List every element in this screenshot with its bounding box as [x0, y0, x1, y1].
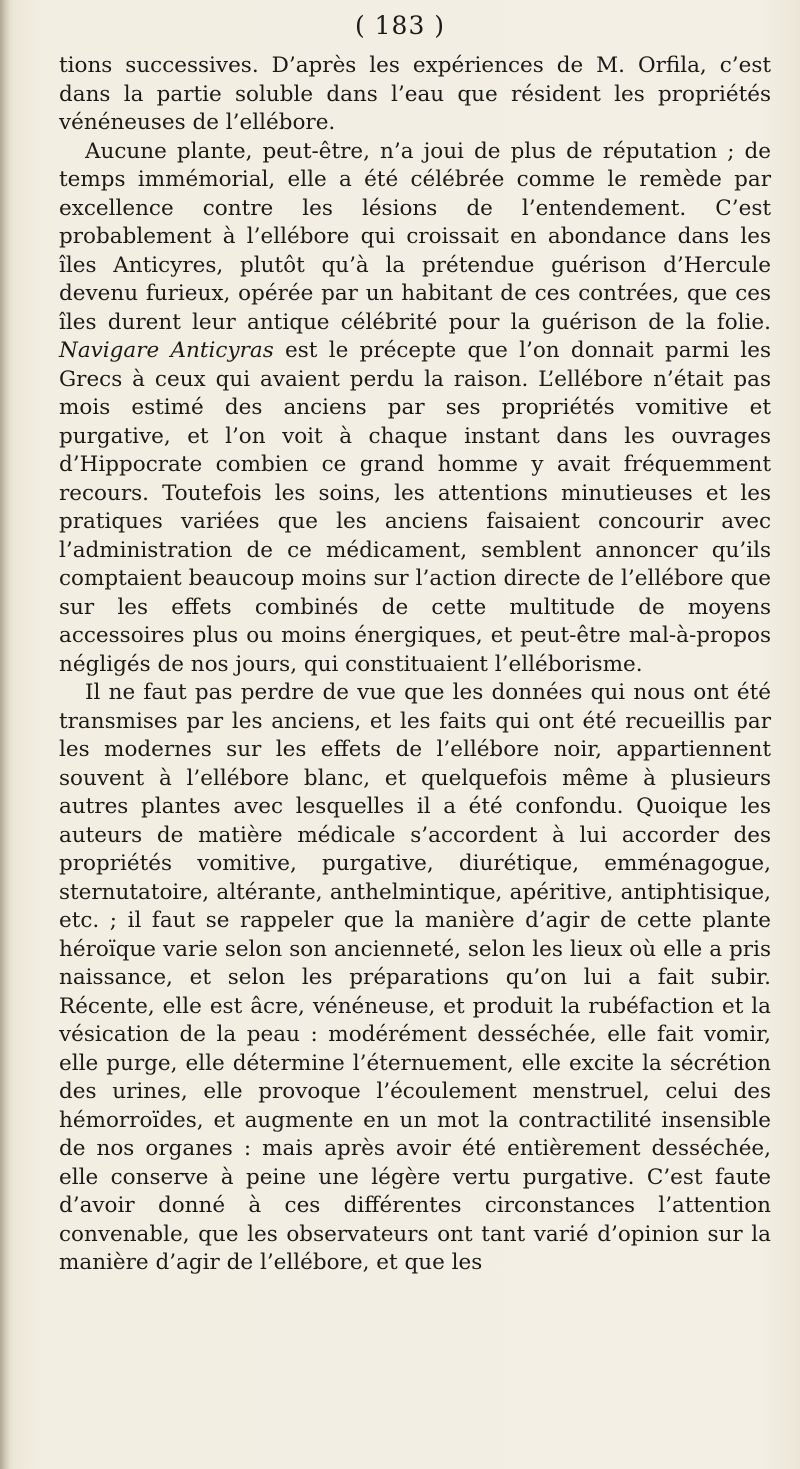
paragraph-properties: Il ne faut pas perdre de vue que les données qui nous ont été transmises par les anciens, et les faits qui ont été recueillis par les modernes sur les effets de l’ellébore noir, appartiennent souvent à l’ellébore blanc, et quelquefois même à plusieurs autres plantes avec lesquelles il a été confondu. Quoique les auteurs de matière médicale s’accordent à lui accorder des propriétés vomitive, purgative, diurétique, emménagogue, sternutatoire, altérante, anthelmintique, apéritive, antiphtisique, etc. ; il faut se rappeler que la manière d’agir de cette plante héroïque varie selon son ancienneté, selon les lieux où elle a pris naissance, et selon les préparations qu’on lui a fait subir. Récente, elle est âcre, vénéneuse, et produit la rubéfaction et la vésication de la peau : modérément desséchée, elle fait vomir, elle purge, elle détermine l’éternuement, elle excite la sécrétion des urines, elle provoque l’écoulement menstruel, celui des hémorroïdes, et augmente en un mot la contractilité insensible de nos organes : mais après avoir été entièrement desséchée, elle conserve à peine une légère vertu purgative. C’est faute d’avoir donné à ces différentes circonstances l’attention convenable, que les observateurs ont tant varié d’opinion sur la manière d’agir de l’ellébore, et que les	[59, 680, 771, 1275]
paragraph-reputation-end: est le précepte que l’on donnait parmi les Grecs à ceux qui avaient perdu la raison. L’ellébore n’était pas mois estimé des anciens par ses propriétés vomitive et purgative, et l’on voit à chaque instant dans les ouvrages d’Hippocrate combien ce grand homme y avait fréquemment recours. Toutefois les soins, les attentions minutieuses et les pratiques variées que les anciens faisaient concourir avec l’administration de ce médicament, semblent annoncer qu’ils comptaient beaucoup moins sur l’action directe de l’ellébore que sur les effets combinés de cette multitude de moyens accessoires plus ou moins énergiques, et peut-être mal-à-propos négligés de nos jours, qui constituaient l’elléborisme.	[59, 338, 771, 677]
paragraph-reputation	[59, 138, 771, 680]
paragraph-reputation-start: Aucune plante, peut-être, n’a joui de plus de réputation ; de temps immémorial, elle a été célébrée comme le remède par excellence contre les lésions de l’entendement. C’est probablement à l’ellébore qui croissait en abondance dans les îles Anticyres, plutôt qu’à la prétendue guérison d’Hercule devenu furieux, opérée par un habitant de ces contrées, que ces îles durent leur antique célébrité pour la guérison de la folie.	[59, 138, 771, 335]
page-number: ( 183 )	[354, 11, 446, 40]
paragraph-continuation: tions successives. D’après les expériences de M. Orfila, c’est dans la partie soluble dans l’eau que résident les propriétés vénéneuses de l’ellébore.	[59, 53, 771, 135]
latin-precept: Navigare Anticyras	[59, 338, 274, 363]
body-text	[59, 52, 771, 1278]
page-spine-shadow	[0, 0, 10, 1469]
